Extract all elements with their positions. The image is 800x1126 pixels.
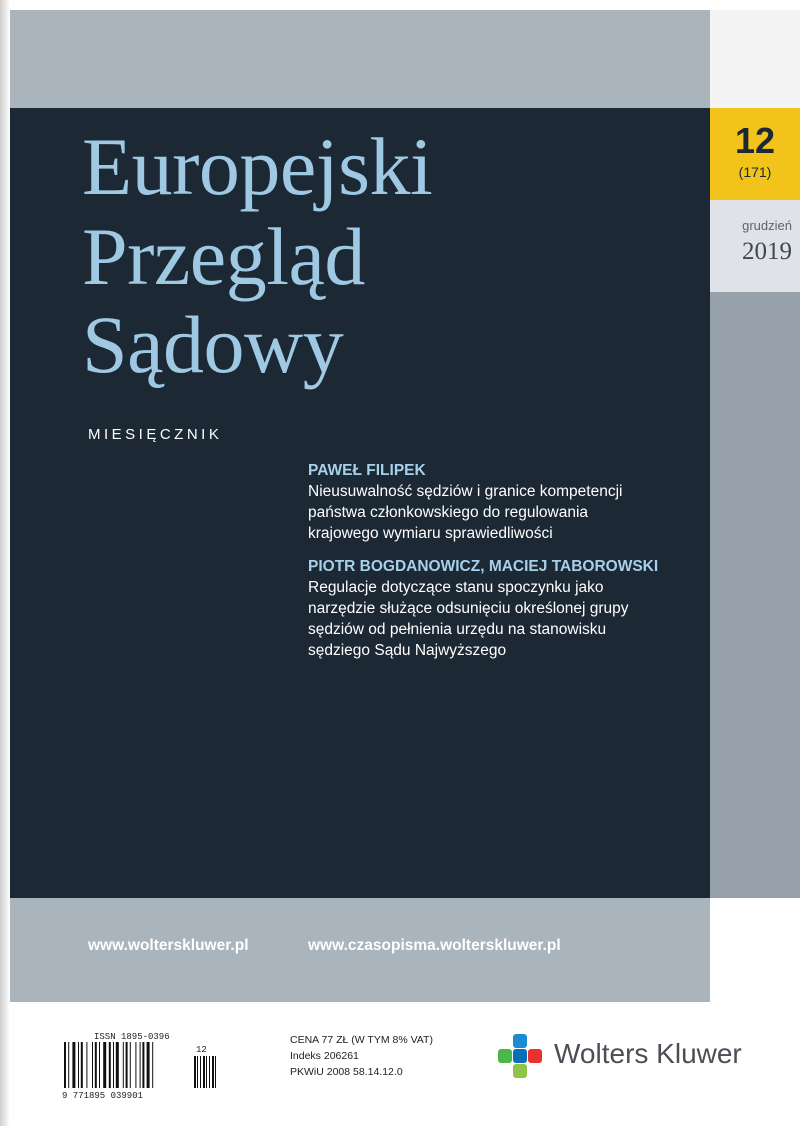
index-line: Indeks 206261 xyxy=(290,1050,359,1062)
barcode-issn: ISSN 1895-0396 xyxy=(94,1032,170,1042)
issue-badge xyxy=(710,108,800,200)
article-title-line: sędziego Sądu Najwyższego xyxy=(308,642,507,659)
price-line: CENA 77 ZŁ (W TYM 8% VAT) xyxy=(290,1034,433,1046)
title-line-2: Przegląd xyxy=(82,211,365,302)
price-info xyxy=(290,1032,433,1080)
page-edge-shadow xyxy=(0,0,10,1126)
issue-year: 2019 xyxy=(742,238,792,265)
journals-website-link[interactable]: www.czasopisma.wolterskluwer.pl xyxy=(308,937,561,954)
barcode-bars xyxy=(64,1042,216,1088)
barcode-addon: 12 xyxy=(196,1045,207,1055)
issue-cumulative-number: (171) xyxy=(738,164,772,180)
barcode-number: 9 771895 039901 xyxy=(62,1091,144,1100)
publisher-name: Wolters Kluwer xyxy=(554,1038,742,1069)
magazine-subtitle: MIESIĘCZNIK xyxy=(88,426,223,443)
side-strip xyxy=(710,292,800,898)
website-link[interactable]: www.wolterskluwer.pl xyxy=(88,937,249,954)
article-title-line: Nieusuwalność sędziów i granice kompetencji xyxy=(308,483,623,500)
issue-number: 12 xyxy=(734,120,776,161)
barcode xyxy=(60,1030,220,1100)
article-list xyxy=(308,460,698,673)
article-title-line: narzędzie służące odsunięciu określonej grupy xyxy=(308,600,629,617)
wolters-kluwer-logo-icon xyxy=(498,1034,544,1080)
article-author: PIOTR BOGDANOWICZ, MACIEJ TABOROWSKI xyxy=(308,558,659,575)
article-title-line: Regulacje dotyczące stanu spoczynku jako xyxy=(308,579,604,596)
article-item xyxy=(308,460,698,544)
article-title-line: krajowego wymiaru sprawiedliwości xyxy=(308,525,553,542)
top-band xyxy=(10,10,710,108)
article-title-line: sędziów od pełnienia urzędu na stanowisku xyxy=(308,621,607,638)
issue-month: grudzień xyxy=(742,218,792,233)
pkwiu-line: PKWiU 2008 58.14.12.0 xyxy=(290,1066,403,1078)
title-line-3: Sądowy xyxy=(82,299,344,390)
title-line-1: Europejski xyxy=(82,121,433,212)
top-right-band xyxy=(710,10,800,108)
article-title-line: państwa członkowskiego do regulowania xyxy=(308,504,589,521)
article-author: PAWEŁ FILIPEK xyxy=(308,462,426,479)
article-item xyxy=(308,556,698,661)
